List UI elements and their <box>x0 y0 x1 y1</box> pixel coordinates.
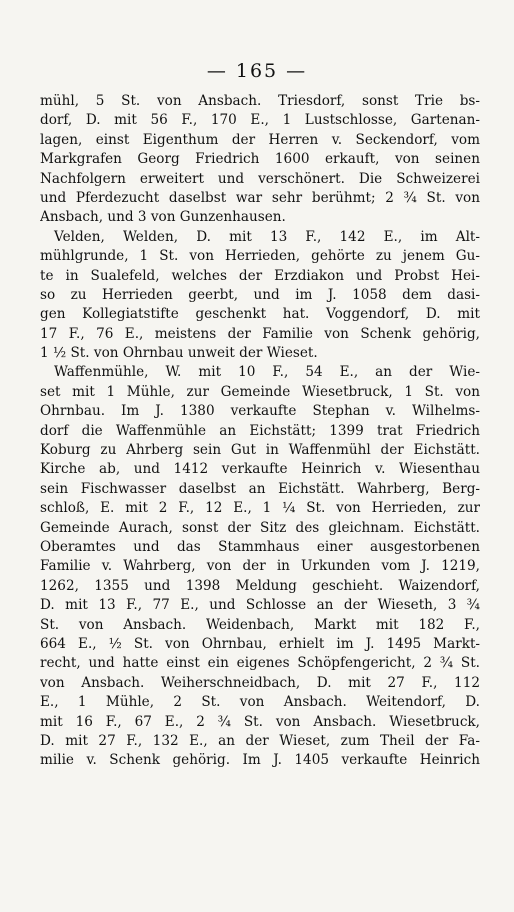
text-line: D. mit 13 F., 77 E., und Schlosse an der Wieseth, 3 ¾ <box>40 597 480 614</box>
page-number: — 165 — <box>206 60 308 82</box>
text-line: recht, und hatte einst ein eigenes Schöpfengericht, 2 ¾ St. <box>40 655 480 672</box>
text-line: so zu Herrieden geerbt, und im J. 1058 dem dasi- <box>40 286 480 303</box>
text-line: 17 F., 76 E., meistens der Familie von Schenk gehörig, <box>40 325 480 342</box>
text-line: und Pferdezucht daselbst war sehr berühmt; 2 ¾ St. von <box>40 189 480 206</box>
text-line: mühl, 5 St. von Ansbach. Triesdorf, sonst Trie bs- <box>40 93 480 109</box>
text-line: Ansbach, und 3 von Gunzenhausen. <box>40 209 286 226</box>
text-line: dorf, D. mit 56 F., 170 E., 1 Lustschlosse, Gartenan- <box>40 112 480 129</box>
text-line: D. mit 27 F., 132 E., an der Wieset, zum Theil der Fa- <box>40 732 480 749</box>
text-line: Kirche ab, und 1412 verkaufte Heinrich v. Wiesenthau <box>40 461 480 478</box>
text-line: te in Sualefeld, welches der Erzdiakon und Probst Hei- <box>40 267 480 284</box>
text-line: 1 ½ St. von Ohrnbau unweit der Wieset. <box>40 345 318 362</box>
text-line: mit 16 F., 67 E., 2 ¾ St. von Ansbach. Wiesetbruck, <box>40 713 480 730</box>
text-line: St. von Ansbach. Weidenbach, Markt mit 182 F., <box>40 616 480 633</box>
text-line: Nachfolgern erweitert und verschönert. Die Schweizerei <box>40 170 480 187</box>
text-line: lagen, einst Eigenthum der Herren v. Seckendorf, vom <box>40 131 480 148</box>
text-line: von Ansbach. Weiherschneidbach, D. mit 27 F., 112 <box>40 674 480 691</box>
text-line: Ohrnbau. Im J. 1380 verkaufte Stephan v. Wilhelms- <box>40 403 480 420</box>
text-line: Gemeinde Aurach, sonst der Sitz des gleichnam. Eichstätt. <box>40 519 480 536</box>
text-line: schloß, E. mit 2 F., 12 E., 1 ¼ St. von Herrieden, zur <box>40 500 480 517</box>
text-line: Velden, Welden, D. mit 13 F., 142 E., im Alt- <box>54 228 480 245</box>
text-line: gen Kollegiatstifte geschenkt hat. Voggendorf, D. mit <box>40 306 480 323</box>
text-line: milie v. Schenk gehörig. Im J. 1405 verkaufte Heinrich <box>40 752 480 769</box>
text-line: Familie v. Wahrberg, von der in Urkunden vom J. 1219, <box>40 558 480 575</box>
text-line: set mit 1 Mühle, zur Gemeinde Wiesetbruck, 1 St. von <box>40 383 480 400</box>
text-line: Oberamtes und das Stammhaus einer ausgestorbenen <box>40 538 480 555</box>
text-line: E., 1 Mühle, 2 St. von Ansbach. Weitendorf, D. <box>40 694 480 711</box>
text-line: dorf die Waffenmühle an Eichstätt; 1399 trat Friedrich <box>40 422 480 439</box>
text-line: Koburg zu Ahrberg sein Gut in Waffenmühl der Eichstätt. <box>40 442 480 459</box>
text-line: Markgrafen Georg Friedrich 1600 erkauft, von seinen <box>40 151 480 168</box>
text-line: sein Fischwasser daselbst an Eichstätt. Wahrberg, Berg- <box>40 480 480 497</box>
text-line: mühlgrunde, 1 St. von Herrieden, gehörte zu jenem Gu- <box>40 248 480 265</box>
text-line: 664 E., ½ St. von Ohrnbau, erhielt im J. 1495 Markt- <box>40 635 480 652</box>
body-text <box>40 92 480 771</box>
text-line: Waffenmühle, W. mit 10 F., 54 E., an der Wie- <box>54 364 480 381</box>
text-line: 1262, 1355 und 1398 Meldung geschieht. Waizendorf, <box>40 577 480 594</box>
